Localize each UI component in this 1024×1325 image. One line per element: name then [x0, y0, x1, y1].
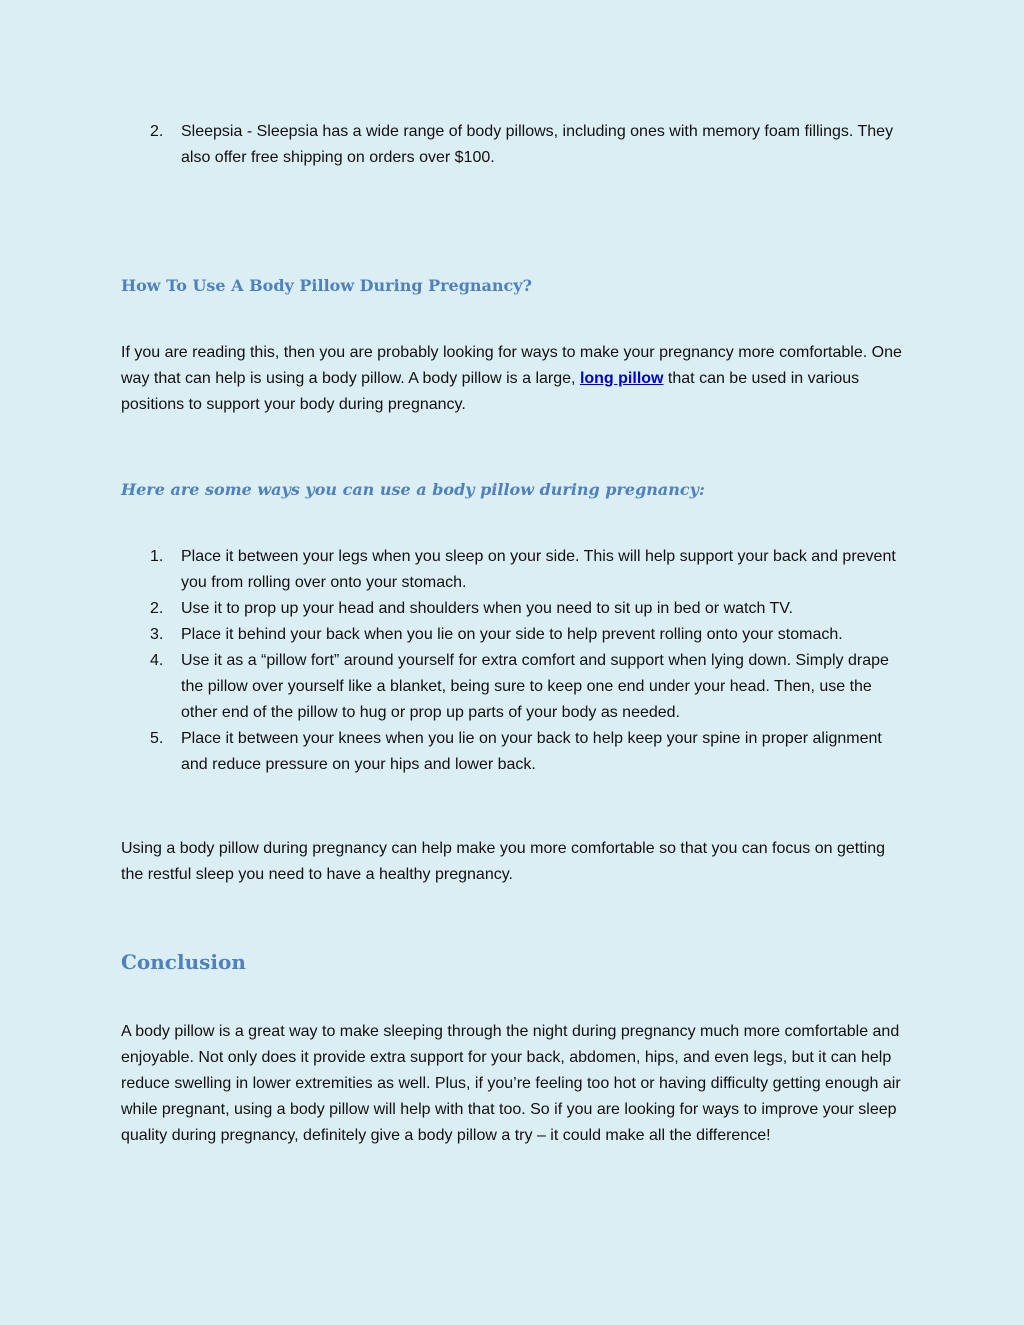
list-item-number: 2. [150, 123, 164, 140]
list-item [121, 648, 906, 726]
list-item [121, 622, 906, 648]
conclusion-heading: Conclusion [121, 950, 246, 974]
list-item-text: Use it as a “pillow fort” around yourself for extra comfort and support when lying down. Simply drape the pillow over yourself like a blanket, being sure to keep one end under your head. Then, use the other end of the pillow to hug or prop up parts of your body as needed. [181, 652, 889, 721]
ways-list [121, 544, 906, 778]
ways-subheading: Here are some ways you can use a body pillow during pregnancy: [121, 480, 705, 499]
top-list [121, 119, 906, 171]
intro-text-before-link: If you are reading this, then you are probably looking for ways to make your pregnancy more comfortable. One way that can help is using a body pillow. A body pillow is a large, [121, 344, 902, 387]
list-item-text: Place it between your knees when you lie on your back to help keep your spine in proper alignment and reduce pressure on your hips and lower back. [181, 730, 882, 773]
list-item-text: Use it to prop up your head and shoulders when you need to sit up in bed or watch TV. [181, 600, 793, 617]
section-heading-how-to-use: How To Use A Body Pillow During Pregnancy? [121, 276, 532, 295]
list-item-text: Place it behind your back when you lie on your side to help prevent rolling onto your stomach. [181, 626, 843, 643]
list-item [121, 726, 906, 778]
list-item [121, 596, 906, 622]
long-pillow-link[interactable]: long pillow [579, 370, 664, 387]
ways-closing-paragraph: Using a body pillow during pregnancy can help make you more comfortable so that you can focus on getting the restful sleep you need to have a healthy pregnancy. [121, 840, 885, 883]
list-item-text: Place it between your legs when you sleep on your side. This will help support your back and prevent you from rolling over onto your stomach. [181, 548, 896, 591]
intro-paragraph [121, 340, 906, 418]
conclusion-paragraph: A body pillow is a great way to make sleeping through the night during pregnancy much more comfortable and enjoyable. Not only does it provide extra support for your back, abdomen, hips, and even legs, but it can help reduce swelling in lower extremities as well. Plus, if you’re feeling too hot or having difficulty getting enough air while pregnant, using a body pillow will help with that too. So if you are looking for ways to improve your sleep quality during pregnancy, definitely give a body pillow a try – it could make all the difference! [121, 1023, 901, 1144]
list-item-number: 5. [150, 730, 164, 747]
list-item-number: 4. [150, 652, 164, 669]
list-item-number: 3. [150, 626, 164, 643]
list-item-number: 2. [150, 600, 164, 617]
list-item [121, 544, 906, 596]
list-item-number: 1. [150, 548, 164, 565]
list-item-text: Sleepsia - Sleepsia has a wide range of body pillows, including ones with memory foam fillings. They also offer free shipping on orders over $100. [181, 123, 894, 166]
list-item [121, 119, 906, 171]
intro-text-after-link: that can be used in various positions to support your body during pregnancy. [121, 370, 860, 413]
